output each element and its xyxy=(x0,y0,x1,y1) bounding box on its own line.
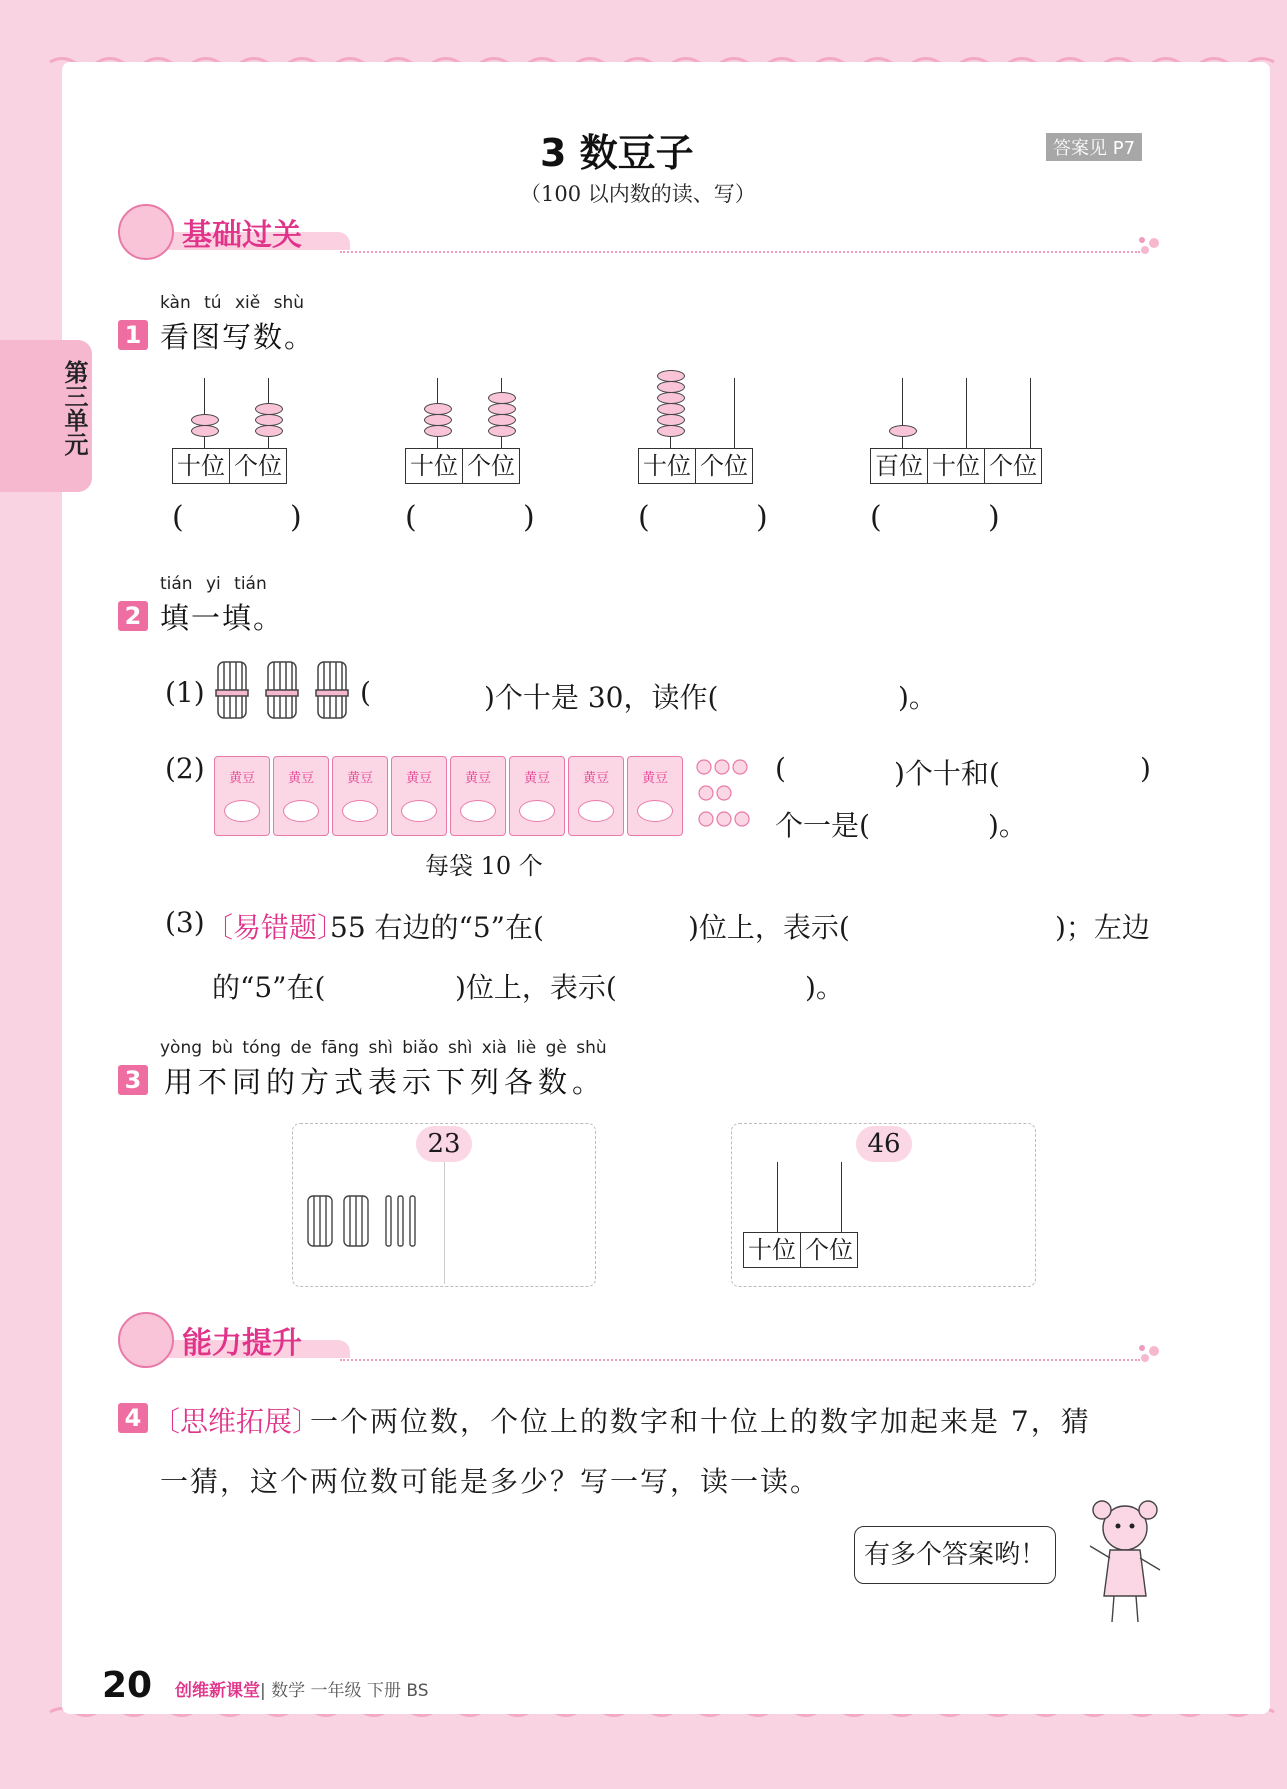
section-divider xyxy=(340,1359,1140,1361)
q2-3-blank-1[interactable] xyxy=(585,906,685,940)
answer-paren-right: ) xyxy=(988,500,1000,535)
place-label: 十位 xyxy=(173,449,230,483)
q4-line2: 一猜，这个两位数可能是多少？写一写，读一读。 xyxy=(160,1465,821,1498)
q2-1-label: (1) xyxy=(165,676,205,709)
dots-decoration-icon xyxy=(1136,1343,1166,1363)
speech-bubble: 有多个答案哟！ xyxy=(854,1526,1056,1584)
monkey-mascot-icon xyxy=(118,204,174,260)
q2-2-caption: 每袋 10 个 xyxy=(425,852,543,880)
q2-3-label: (3) xyxy=(165,906,205,939)
abacus-bead xyxy=(424,403,452,415)
footer-details: | 数学 一年级 下册 BS xyxy=(260,1681,429,1701)
place-label-ones: 个位 xyxy=(801,1233,857,1267)
place-label: 个位 xyxy=(696,449,752,483)
q2-3-line2-a: 的“5”在( xyxy=(212,971,326,1004)
bean-bag-icon xyxy=(214,756,270,836)
q1-answer-blank[interactable] xyxy=(425,500,515,536)
q4-tag: 〔思维拓展〕 xyxy=(152,1405,321,1438)
bean-bag-icon xyxy=(273,756,329,836)
q2-2-line1-end: ) xyxy=(1140,752,1151,785)
q3-instruction: 用不同的方式表示下列各数。 xyxy=(164,1065,607,1099)
bean-bag-icon xyxy=(332,756,388,836)
bean-bag-label: 黄豆 xyxy=(641,771,668,786)
q3-box-46-answer-area[interactable] xyxy=(890,1170,1020,1270)
q3-abacus-rod-tens xyxy=(777,1162,778,1232)
q2-2-open-paren: ( xyxy=(775,752,786,785)
q2-2-blank-total[interactable] xyxy=(885,804,985,838)
q1-instruction: 看图写数。 xyxy=(160,320,316,354)
abacus-bead xyxy=(657,370,685,382)
beans-pile-icon xyxy=(460,800,496,822)
abacus-place-table xyxy=(405,448,520,484)
place-label: 个位 xyxy=(463,449,519,483)
q2-3-blank-4[interactable] xyxy=(640,966,800,1000)
bean-bag-label: 黄豆 xyxy=(346,771,373,786)
q2-pinyin: tián yi tián xyxy=(160,574,267,594)
place-label-tens: 十位 xyxy=(744,1233,801,1267)
abacus-place-table xyxy=(172,448,287,484)
q2-1-text-mid: )个十是 30，读作( xyxy=(484,681,719,714)
loose-beans-icon xyxy=(692,755,772,835)
abacus-rod xyxy=(204,378,205,448)
dots-decoration-icon xyxy=(1136,235,1166,255)
abacus-bead xyxy=(255,403,283,415)
q2-instruction: 填一填。 xyxy=(160,601,285,635)
q2-2-label: (2) xyxy=(165,752,205,785)
answer-paren-left: ( xyxy=(638,500,650,535)
bean-bag-label: 黄豆 xyxy=(582,771,609,786)
q2-3-blank-3[interactable] xyxy=(352,966,452,1000)
q1-pinyin: kàn tú xiě shù xyxy=(160,293,305,313)
bean-bag-icon xyxy=(568,756,624,836)
q2-2-line2-mid: 个一是( xyxy=(775,809,870,842)
footer-brand: 创维新课堂 xyxy=(175,1681,260,1701)
abacus-bead xyxy=(424,425,452,437)
bean-bag-icon xyxy=(450,756,506,836)
q3-abacus-rod-ones xyxy=(841,1162,842,1232)
q2-2-blank-tens[interactable] xyxy=(800,752,890,786)
q3-pinyin: yòng bù tóng de fāng shì biǎo shì xià liè gè shù xyxy=(160,1038,607,1058)
section-divider xyxy=(340,251,1140,253)
page-number: 20 xyxy=(102,1665,153,1706)
beans-pile-icon xyxy=(401,800,437,822)
q2-3-line1-a: 55 右边的“5”在( xyxy=(330,911,544,944)
q2-2-line2-end: )。 xyxy=(988,809,1027,842)
place-label: 百位 xyxy=(871,449,928,483)
section-heading-advanced: 能力提升 xyxy=(182,1326,302,1361)
bean-stick-bundles-icon xyxy=(210,656,360,732)
answer-paren-left: ( xyxy=(172,500,184,535)
abacus-bead xyxy=(488,425,516,437)
q2-3-tag: 〔易错题〕 xyxy=(205,911,346,944)
answer-paren-right: ) xyxy=(290,500,302,535)
abacus-bead xyxy=(191,414,219,426)
q3-number-46: 46 xyxy=(856,1126,912,1162)
abacus-place-table xyxy=(870,448,1042,484)
q3-box-23-divider xyxy=(444,1148,445,1284)
abacus-place-table xyxy=(638,448,753,484)
stick-bundles-and-sticks-icon xyxy=(304,1188,444,1258)
q1-number-badge: 1 xyxy=(118,320,148,350)
q1-answer-blank[interactable] xyxy=(890,500,980,536)
footer-info xyxy=(175,1676,429,1701)
beans-pile-icon xyxy=(578,800,614,822)
abacus-bead xyxy=(889,425,917,437)
abacus-rod xyxy=(966,378,967,448)
abacus-rod xyxy=(902,378,903,448)
q2-3-line2-c: )。 xyxy=(805,971,844,1004)
place-label: 十位 xyxy=(406,449,463,483)
place-label: 个位 xyxy=(230,449,286,483)
abacus-bead xyxy=(657,414,685,426)
bean-bag-icon xyxy=(627,756,683,836)
q4-line1: 一个两位数，个位上的数字和十位上的数字加起来是 7，猜 xyxy=(310,1405,1091,1438)
lesson-subtitle: （100 以内数的读、写） xyxy=(520,182,756,206)
q2-1-text-end: )。 xyxy=(898,681,937,714)
bean-bag-label: 黄豆 xyxy=(405,771,432,786)
abacus-rod xyxy=(1030,378,1031,448)
place-label: 十位 xyxy=(928,449,985,483)
section-heading-basic: 基础过关 xyxy=(182,218,302,253)
beans-pile-icon xyxy=(342,800,378,822)
q2-1-blank-tens[interactable] xyxy=(390,676,480,710)
q3-place-value-table xyxy=(743,1232,858,1268)
monkey-mascot-icon xyxy=(118,1312,174,1368)
q2-3-line1-b: )位上，表示( xyxy=(688,911,850,944)
answer-paren-right: ) xyxy=(523,500,535,535)
abacus-bead xyxy=(657,392,685,404)
q4-number-badge: 4 xyxy=(118,1403,148,1433)
beans-pile-icon xyxy=(283,800,319,822)
abacus-bead xyxy=(255,414,283,426)
bean-bag-label: 黄豆 xyxy=(523,771,550,786)
q2-number-badge: 2 xyxy=(118,601,148,631)
place-label: 十位 xyxy=(639,449,696,483)
bean-bag-label: 黄豆 xyxy=(464,771,491,786)
beans-pile-icon xyxy=(224,800,260,822)
beans-pile-icon xyxy=(637,800,673,822)
q1-answer-blank[interactable] xyxy=(192,500,282,536)
lesson-title: 3 数豆子 xyxy=(540,131,694,175)
q3-number-23: 23 xyxy=(416,1126,472,1162)
bean-bag-icon xyxy=(391,756,447,836)
abacus-bead xyxy=(488,392,516,404)
q3-number-badge: 3 xyxy=(118,1065,148,1095)
q2-3-blank-2[interactable] xyxy=(880,906,1050,940)
abacus-bead xyxy=(191,425,219,437)
place-label: 个位 xyxy=(985,449,1041,483)
abacus-rod xyxy=(734,378,735,448)
beans-pile-icon xyxy=(519,800,555,822)
q2-2-line1-mid: )个十和( xyxy=(894,757,1000,790)
abacus-bead xyxy=(488,403,516,415)
answer-paren-left: ( xyxy=(870,500,882,535)
q2-3-line2-b: )位上，表示( xyxy=(455,971,617,1004)
answer-paren-left: ( xyxy=(405,500,417,535)
q2-2-blank-ones[interactable] xyxy=(1030,752,1130,786)
q4-answer-area[interactable] xyxy=(160,1510,820,1630)
abacus-bead xyxy=(657,403,685,415)
answer-reference-badge: 答案见 P7 xyxy=(1046,133,1142,161)
q2-1-open-paren: ( xyxy=(360,676,371,709)
q2-1-blank-reading[interactable] xyxy=(730,676,890,710)
q1-answer-blank[interactable] xyxy=(658,500,748,536)
answer-paren-right: ) xyxy=(756,500,768,535)
bean-bag-label: 黄豆 xyxy=(287,771,314,786)
unit-side-tab-label: 第三单元 xyxy=(60,360,88,456)
abacus-bead xyxy=(657,425,685,437)
abacus-bead xyxy=(657,381,685,393)
abacus-bead xyxy=(255,425,283,437)
q2-3-line1-c: )；左边 xyxy=(1055,911,1150,944)
cartoon-girl-mascot-icon xyxy=(1080,1498,1170,1628)
abacus-bead xyxy=(488,414,516,426)
bean-bag-icon xyxy=(509,756,565,836)
bean-bag-label: 黄豆 xyxy=(228,771,255,786)
abacus-bead xyxy=(424,414,452,426)
